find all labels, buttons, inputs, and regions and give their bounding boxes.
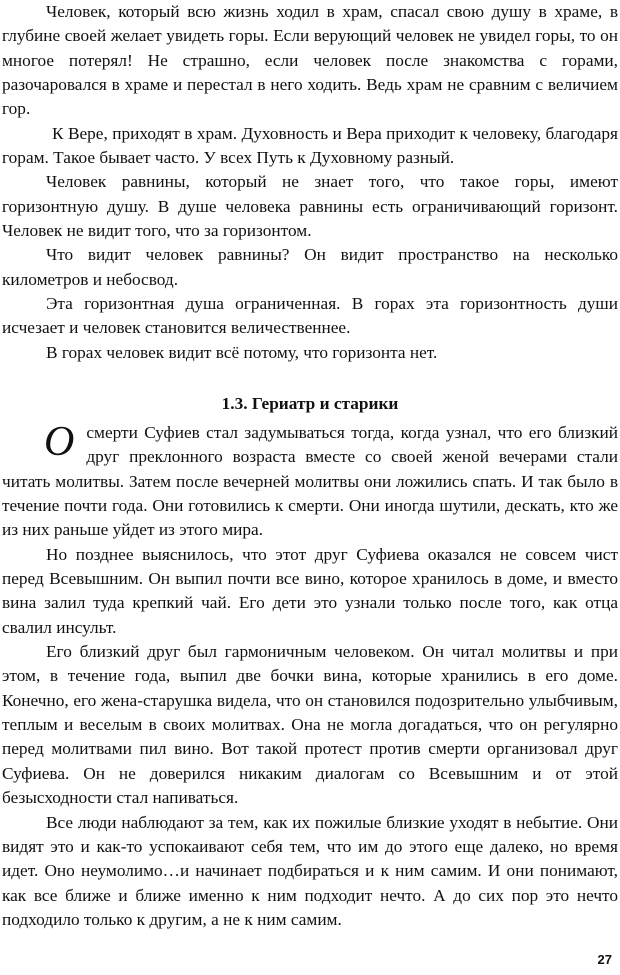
drop-cap: О <box>44 419 75 465</box>
page-number: 27 <box>597 952 612 967</box>
paragraph-text: смерти Суфиев стал задумываться тогда, когда узнал, что его близкий друг преклонного возраста вместе со своей женой вечерами стали читать молитвы. Затем после вечерней молитвы они ложились спать. И так было в течение почти года. Они готовились к смерти. Они иногда шутили, дескать, кто же из них раньше уйдет из этого мира. <box>2 423 618 540</box>
section-text-geriatrician <box>2 421 618 932</box>
paragraph: В горах человек видит всё потому, что горизонта нет. <box>46 342 438 362</box>
paragraph-with-dropcap <box>2 421 618 543</box>
section-text-mountains <box>2 0 618 365</box>
paragraph: Но позднее выяснилось, что этот друг Суфиева оказался не совсем чист перед Всевышним. Он выпил почти все вино, которое хранилось в доме, и вместо вина залил туда крепкий чай. Его дети это узнали только после того, как отца свалил инсульт. <box>2 544 618 637</box>
paragraph: Эта горизонтная душа ограниченная. В горах эта горизонтность души исчезает и человек становится величественнее. <box>2 294 618 338</box>
paragraph: Все люди наблюдают за тем, как их пожилые близкие уходят в небытие. Они видят это и как-то успокаивают себя тем, что им до этого еще далеко, но время идет. Оно неумолимо…и начинает подбираться и к ним самим. И они понимают, как все ближе и ближе именно к ним подходит нечто. А до сих пор это нечто подходило только к другим, а не к ним самим. <box>2 812 618 929</box>
paragraph: Что видит человек равнины? Он видит пространство на несколько километров и небосвод. <box>2 245 618 289</box>
paragraph: К Вере, приходят в храм. Духовность и Вера приходит к человеку, благодаря горам. Такое бывает часто. У всех Путь к Духовному разный. <box>2 123 618 168</box>
paragraph: Человек, который всю жизнь ходил в храм, спасал свою душу в храме, в глубине своей желает увидеть горы. Если верующий человек не увидел горы, то он многое потерял! Не страшно, если человек после знакомства с горами, разочаровался в храме и перестал в него ходить. Ведь храм не сравним с величием гор. <box>2 2 618 119</box>
paragraph: Его близкий друг был гармоничным человеком. Он читал молитвы и при этом, в течение года, выпил две бочки вина, которые хранились в его доме. Конечно, его жена-старушка видела, что он становился подозрительно улыбчивым, теплым и веселым в своих молитвах. Она не могла догадаться, что он регулярно перед молитвами пил вино. Вот такой протест против смерти организовал друг Суфиева. Он не доверился никаким диалогам со Всевышним и от этой безысходности стал напиваться. <box>2 642 618 808</box>
paragraph: Человек равнины, который не знает того, что такое горы, имеют горизонтную душу. В душе человека равнины есть ограничивающий горизонт. Человек не видит того, что за горизонтом. <box>2 172 618 241</box>
section-heading: 1.3. Гериатр и старики <box>221 394 399 413</box>
